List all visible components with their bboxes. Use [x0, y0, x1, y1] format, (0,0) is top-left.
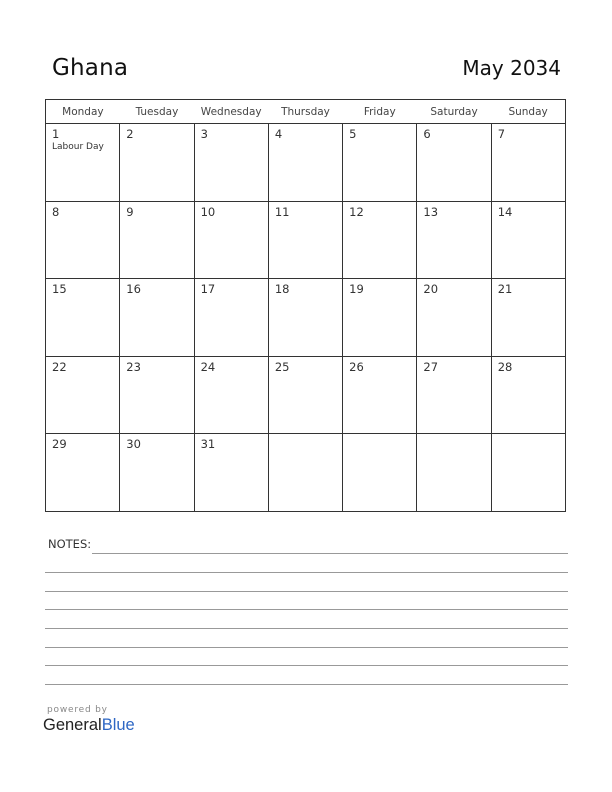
- day-cell[interactable]: [491, 124, 565, 202]
- day-cell[interactable]: [343, 124, 417, 202]
- note-line: [45, 591, 568, 592]
- week-row: [46, 201, 566, 279]
- day-cell[interactable]: [194, 279, 268, 357]
- day-number: 22: [52, 359, 67, 374]
- brand-name-part2: Blue: [101, 716, 135, 734]
- day-number: 4: [274, 127, 283, 141]
- note-line: [45, 628, 568, 629]
- note-line: [45, 647, 568, 648]
- day-number: 21: [497, 282, 513, 297]
- day-cell[interactable]: [120, 201, 194, 279]
- weekday-header: Wednesday: [194, 100, 268, 124]
- day-number: 5: [349, 127, 357, 141]
- day-number: 25: [274, 359, 290, 374]
- weekday-header-row: [46, 100, 566, 124]
- week-row: [46, 124, 566, 202]
- day-cell[interactable]: [46, 279, 120, 357]
- day-cell: [491, 434, 565, 512]
- weekday-header: Thursday: [268, 100, 342, 124]
- day-cell[interactable]: [491, 201, 565, 279]
- day-number: 2: [126, 127, 134, 141]
- weekday-header: Tuesday: [120, 100, 194, 124]
- note-line: [45, 684, 568, 685]
- day-cell: [343, 434, 417, 512]
- day-number: 26: [349, 359, 364, 374]
- note-line: [92, 553, 568, 554]
- day-cell[interactable]: [268, 356, 342, 434]
- brand-name-part1: General: [43, 716, 102, 734]
- day-number: 16: [126, 282, 141, 297]
- day-number: 28: [497, 359, 513, 374]
- day-number: 20: [423, 282, 439, 297]
- day-number: 13: [423, 204, 439, 219]
- powered-by-text: powered by: [47, 705, 108, 715]
- day-cell[interactable]: [268, 279, 342, 357]
- day-cell[interactable]: [120, 434, 194, 512]
- week-row: [46, 279, 566, 357]
- day-cell[interactable]: [343, 356, 417, 434]
- weekday-header: Friday: [343, 100, 417, 124]
- day-number: 29: [52, 437, 67, 452]
- day-number: 9: [126, 204, 134, 219]
- day-number: 14: [497, 204, 513, 219]
- day-cell[interactable]: [46, 201, 120, 279]
- day-cell[interactable]: [46, 356, 120, 434]
- brand-logo[interactable]: [43, 716, 135, 735]
- day-cell[interactable]: [194, 124, 268, 202]
- weekday-header: Saturday: [417, 100, 491, 124]
- day-cell[interactable]: [46, 124, 120, 202]
- day-number: 27: [423, 359, 439, 374]
- day-number: 31: [200, 437, 216, 452]
- day-cell[interactable]: [120, 356, 194, 434]
- day-cell[interactable]: [417, 201, 491, 279]
- day-cell[interactable]: [46, 434, 120, 512]
- day-number: 15: [52, 282, 67, 297]
- day-cell[interactable]: [194, 356, 268, 434]
- day-number: 19: [349, 282, 364, 297]
- day-cell: [268, 434, 342, 512]
- day-number: 1: [52, 127, 60, 141]
- page-title-month-year: May 2034: [462, 56, 561, 80]
- day-number: 7: [497, 127, 506, 141]
- day-number: 8: [52, 204, 60, 219]
- day-cell[interactable]: [268, 124, 342, 202]
- day-number: 24: [200, 359, 216, 374]
- day-cell[interactable]: [343, 279, 417, 357]
- day-number: 11: [274, 204, 290, 219]
- day-cell[interactable]: [268, 201, 342, 279]
- day-number: 30: [126, 437, 141, 452]
- week-row: [46, 434, 566, 512]
- day-cell: [417, 434, 491, 512]
- day-number: 3: [200, 127, 208, 141]
- day-cell[interactable]: [120, 279, 194, 357]
- day-cell[interactable]: [417, 124, 491, 202]
- day-cell[interactable]: [417, 356, 491, 434]
- day-number: 12: [349, 204, 364, 219]
- page-title-country: Ghana: [52, 55, 129, 81]
- note-line: [45, 609, 568, 610]
- day-number: 18: [274, 282, 290, 297]
- week-row: [46, 356, 566, 434]
- notes-label: NOTES:: [48, 537, 92, 551]
- day-cell[interactable]: [120, 124, 194, 202]
- day-cell[interactable]: [491, 279, 565, 357]
- weekday-header: Monday: [46, 100, 120, 124]
- day-number: 6: [423, 127, 431, 141]
- day-cell[interactable]: [491, 356, 565, 434]
- day-cell[interactable]: [343, 201, 417, 279]
- holiday-label: Labour Day: [52, 142, 104, 152]
- weekday-header: Sunday: [491, 100, 565, 124]
- day-number: 10: [200, 204, 216, 219]
- note-line: [45, 572, 568, 573]
- note-line: [45, 665, 568, 666]
- day-cell[interactable]: [417, 279, 491, 357]
- day-cell[interactable]: [194, 434, 268, 512]
- calendar-grid: [45, 99, 566, 512]
- day-number: 17: [200, 282, 216, 297]
- day-number: 23: [126, 359, 141, 374]
- day-cell[interactable]: [194, 201, 268, 279]
